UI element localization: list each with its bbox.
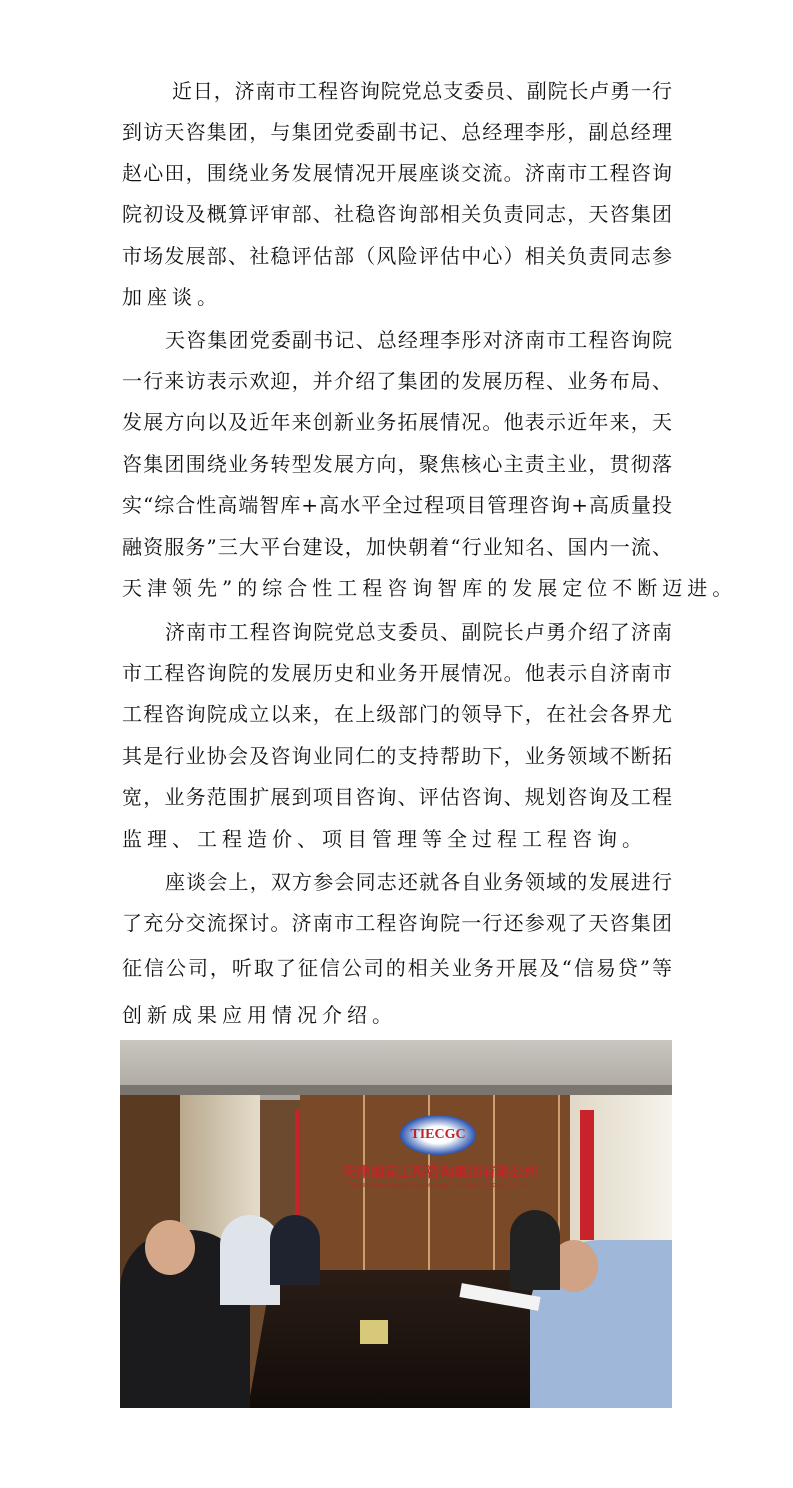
paragraph-2-line: 融资服务”三大平台建设，加快朝着“行业知名、国内一流、: [122, 535, 672, 559]
paragraph-2-line: 天津领先”的综合性工程咨询智库的发展定位不断迈进。: [122, 576, 738, 600]
paragraph-3-line: 济南市工程咨询院党总支委员、副院长卢勇介绍了济南: [165, 620, 672, 644]
paragraph-1-line: 到访天咨集团，与集团党委副书记、总经理李彤，副总经理: [122, 120, 672, 144]
paragraph-3-line: 监理、工程造价、项目管理等全过程工程咨询。: [122, 827, 647, 851]
paragraph-1-line: 赵心田，围绕业务发展情况开展座谈交流。济南市工程咨询: [122, 161, 672, 185]
paragraph-4-line: 创新成果应用情况介绍。: [122, 1003, 397, 1027]
company-logo: TIECGC: [400, 1115, 476, 1155]
meeting-table: [248, 1270, 573, 1408]
paragraph-1-line: 近日，济南市工程咨询院党总支委员、副院长卢勇一行: [172, 79, 672, 103]
paragraph-2-line: 发展方向以及近年来创新业务拓展情况。他表示近年来，天: [122, 410, 672, 434]
paragraph-2-line: 天咨集团党委副书记、总经理李彤对济南市工程咨询院: [165, 328, 672, 352]
paragraph-3-line: 工程咨询院成立以来，在上级部门的领导下，在社会各界尤: [122, 702, 672, 726]
paragraph-3-line: 市工程咨询院的发展历史和业务开展情况。他表示自济南市: [122, 661, 672, 685]
paragraph-2-line: 一行来访表示欢迎，并介绍了集团的发展历程、业务布局、: [122, 369, 672, 393]
paragraph-4-line: 座谈会上，双方参会同志还就各自业务领域的发展进行: [165, 870, 672, 894]
paragraph-1-line: 市场发展部、社稳评估部（风险评估中心）相关负责同志参: [122, 244, 672, 268]
paragraph-1-line: 院初设及概算评审部、社稳咨询部相关负责同志，天咨集团: [122, 202, 672, 226]
paragraph-3-line: 宽，业务范围扩展到项目咨询、评估咨询、规划咨询及工程: [122, 785, 672, 809]
company-sign-en: Tianjin International Engineering Consulting Group Co., Ltd.: [347, 1182, 533, 1189]
company-sign: 天津国际工程咨询集团有限公司: [342, 1165, 538, 1181]
paragraph-2-line: 实“综合性高端智库+高水平全过程项目管理咨询+高质量投: [122, 493, 672, 517]
meeting-photo: [120, 1040, 672, 1408]
paragraph-3-line: 其是行业协会及咨询业同仁的支持帮助下，业务领域不断拓: [122, 744, 672, 768]
paragraph-4-line: 了充分交流探讨。济南市工程咨询院一行还参观了天咨集团: [122, 911, 672, 935]
paragraph-1-line: 加座谈。: [122, 285, 222, 309]
paragraph-4-line: 征信公司，听取了征信公司的相关业务开展及“信易贷”等: [122, 956, 672, 980]
paragraph-2-line: 咨集团围绕业务转型发展方向，聚焦核心主责主业，贯彻落: [122, 452, 672, 476]
